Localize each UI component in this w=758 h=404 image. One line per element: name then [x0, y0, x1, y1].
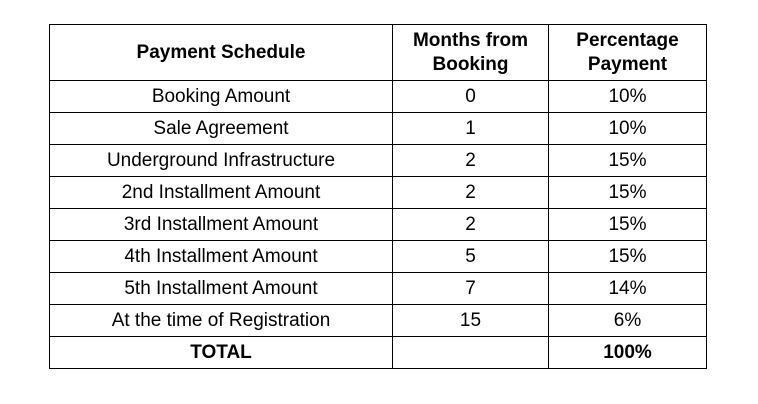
header-months-from-booking: [393, 25, 549, 81]
percentage-cell: 15%: [549, 209, 707, 241]
payment-schedule-table: [49, 24, 707, 369]
table-row: [50, 273, 707, 305]
months-cell: 5: [393, 241, 549, 273]
months-cell: 0: [393, 81, 549, 113]
months-cell: 1: [393, 113, 549, 145]
percentage-cell: 15%: [549, 241, 707, 273]
header-months-line2: Booking: [432, 53, 509, 75]
header-percentage-payment: [549, 25, 707, 81]
header-percentage-line2: Payment: [587, 53, 668, 75]
months-cell: 2: [393, 209, 549, 241]
percentage-cell: 14%: [549, 273, 707, 305]
months-cell: 7: [393, 273, 549, 305]
table-row: [50, 81, 707, 113]
table-row: [50, 145, 707, 177]
total-percentage-cell: 100%: [549, 337, 707, 369]
schedule-cell: At the time of Registration: [50, 305, 393, 337]
table-row: [50, 113, 707, 145]
header-payment-schedule: [50, 25, 393, 81]
table-row: [50, 305, 707, 337]
months-cell: 2: [393, 177, 549, 209]
percentage-cell: 10%: [549, 81, 707, 113]
schedule-cell: 2nd Installment Amount: [50, 177, 393, 209]
table-row: [50, 241, 707, 273]
header-payment-schedule-label: Payment Schedule: [136, 41, 306, 63]
schedule-cell: Booking Amount: [50, 81, 393, 113]
header-row: [50, 25, 707, 81]
percentage-cell: 15%: [549, 145, 707, 177]
total-row: [50, 337, 707, 369]
schedule-cell: Sale Agreement: [50, 113, 393, 145]
percentage-cell: 15%: [549, 177, 707, 209]
header-percentage-line1: Percentage: [576, 29, 679, 51]
total-months-cell: [393, 337, 549, 369]
total-label-cell: TOTAL: [50, 337, 393, 369]
schedule-cell: 4th Installment Amount: [50, 241, 393, 273]
months-cell: 2: [393, 145, 549, 177]
schedule-cell: 3rd Installment Amount: [50, 209, 393, 241]
months-cell: 15: [393, 305, 549, 337]
percentage-cell: 6%: [549, 305, 707, 337]
percentage-cell: 10%: [549, 113, 707, 145]
schedule-cell: 5th Installment Amount: [50, 273, 393, 305]
table-row: [50, 209, 707, 241]
header-months-line1: Months from: [412, 29, 529, 51]
schedule-cell: Underground Infrastructure: [50, 145, 393, 177]
table-row: [50, 177, 707, 209]
